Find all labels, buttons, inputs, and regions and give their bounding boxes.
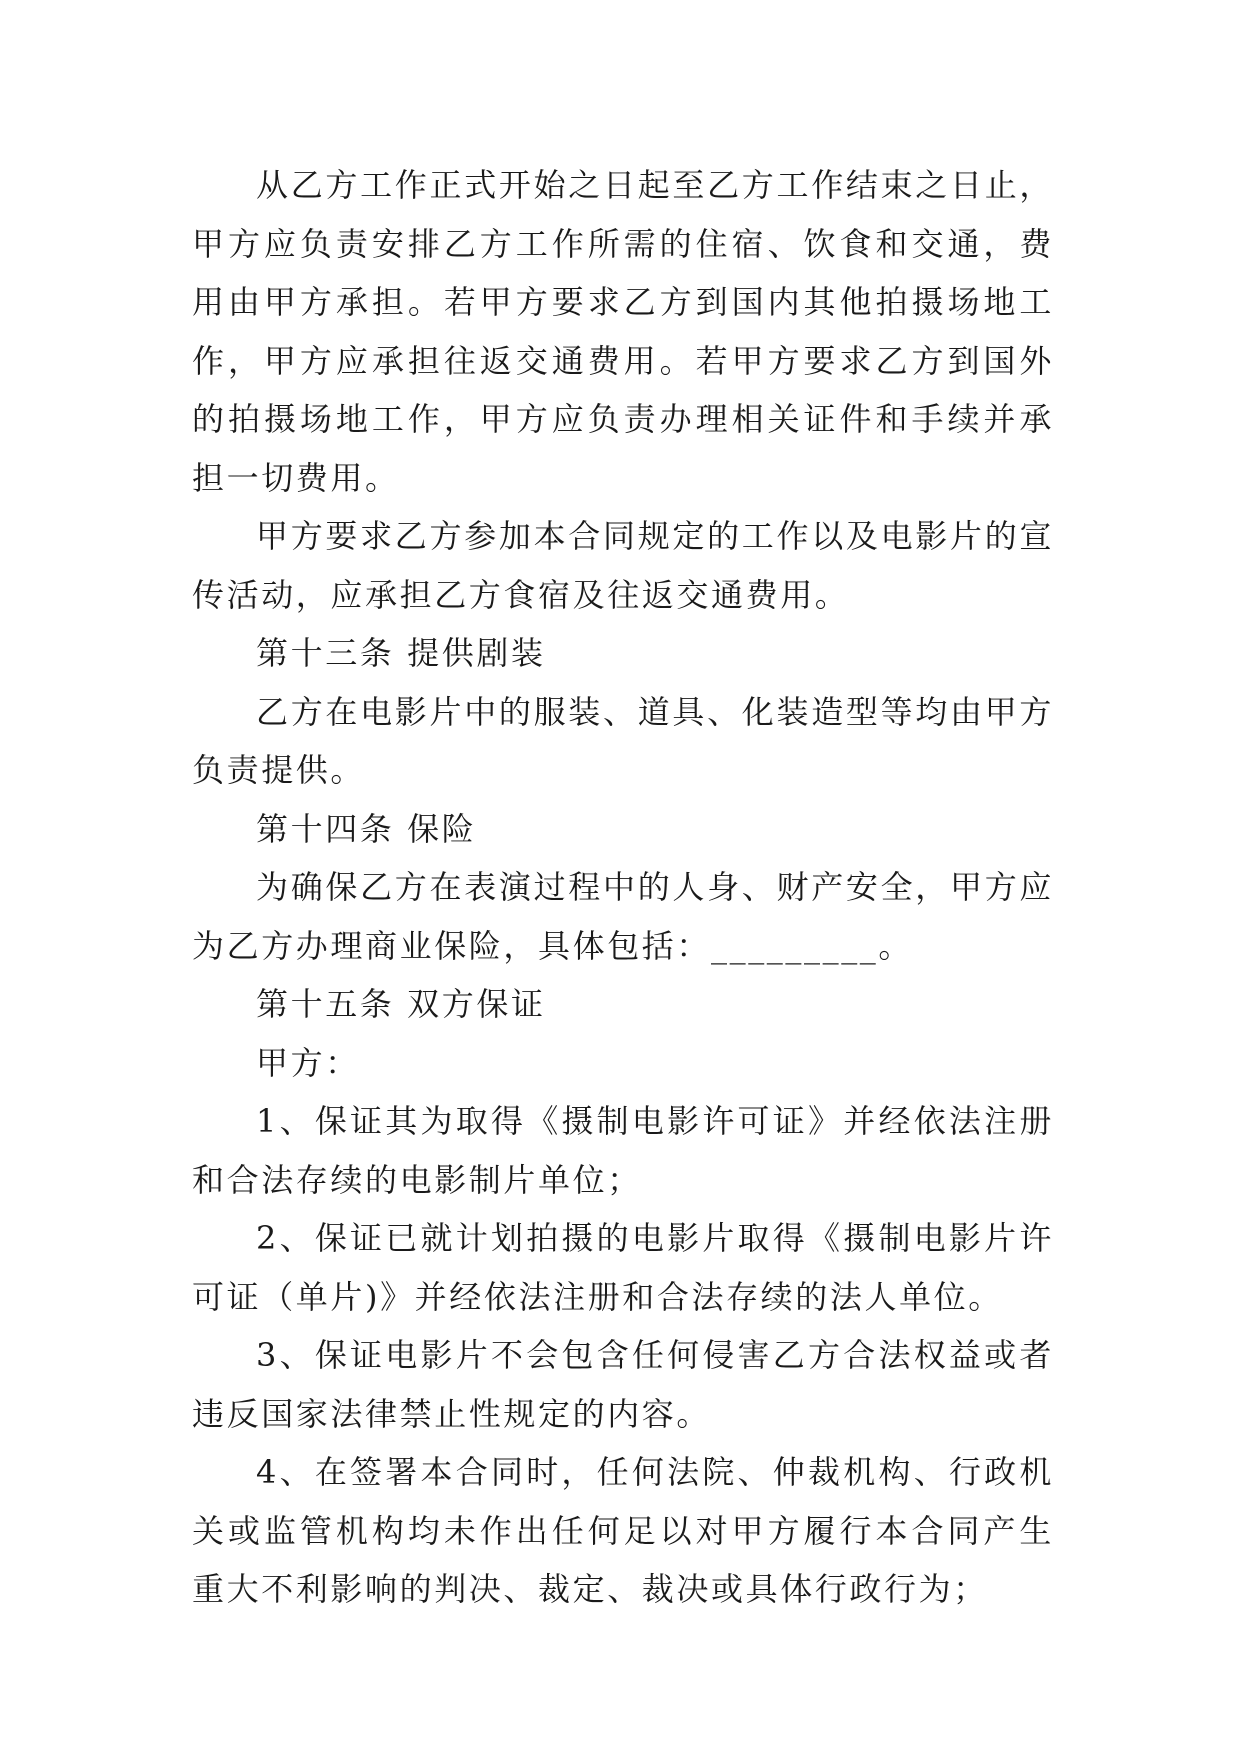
paragraph-insurance: 为确保乙方在表演过程中的人身、财产安全，甲方应为乙方办理商业保险，具体包括：_________。 — [192, 868, 1054, 965]
document-body — [192, 156, 1054, 1619]
paragraph-accommodation: 从乙方工作正式开始之日起至乙方工作结束之日止，甲方应负责安排乙方工作所需的住宿、饮食和交通，费用由甲方承担。若甲方要求乙方到国内其他拍摄场地工作，甲方应承担往返交通费用。若甲方要求乙方到国外的拍摄场地工作，甲方应负责办理相关证件和手续并承担一切费用。 — [192, 166, 1054, 497]
guarantee-item-2: 2、保证已就计划拍摄的电影片取得《摄制电影片许可证（单片)》并经依法注册和合法存续的法人单位。 — [192, 1219, 1054, 1316]
paragraph-costume: 乙方在电影片中的服装、道具、化装造型等均由甲方负责提供。 — [192, 692, 1054, 789]
guarantee-item-3: 3、保证电影片不会包含任何侵害乙方合法权益或者违反国家法律禁止性规定的内容。 — [192, 1336, 1054, 1433]
paragraph-promotion: 甲方要求乙方参加本合同规定的工作以及电影片的宣传活动，应承担乙方食宿及往返交通费用。 — [192, 517, 1054, 614]
article-15-heading: 第十五条 双方保证 — [256, 985, 546, 1023]
party-a-label: 甲方： — [256, 1043, 360, 1082]
article-14-heading: 第十四条 保险 — [256, 809, 477, 848]
guarantee-item-4: 4、在签署本合同时，任何法院、仲裁机构、行政机关或监管机构均未作出任何足以对甲方履行本合同产生重大不利影响的判决、裁定、裁决或具体行政行为； — [192, 1453, 1054, 1608]
guarantee-item-1: 1、保证其为取得《摄制电影许可证》并经依法注册和合法存续的电影制片单位； — [192, 1102, 1054, 1199]
article-13-heading: 第十三条 提供剧装 — [256, 634, 546, 672]
